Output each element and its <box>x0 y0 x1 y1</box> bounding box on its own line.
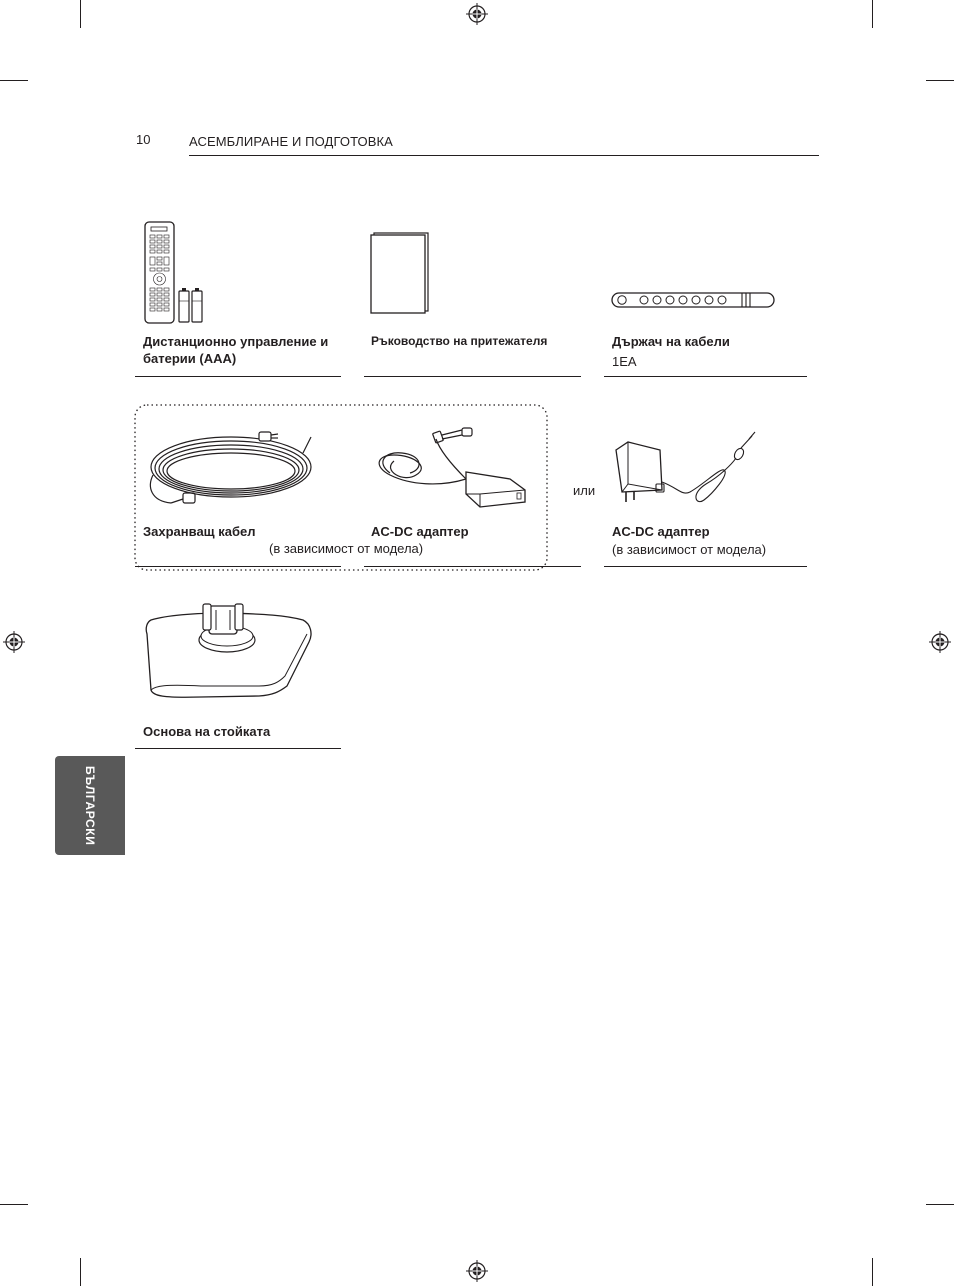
item-label-cable-holder: Държач на кабели <box>612 334 730 349</box>
item-label-stand-base: Основа на стойката <box>143 724 271 739</box>
crop-mark <box>0 1204 28 1205</box>
language-tab-label: БЪЛГАРСКИ <box>83 765 97 846</box>
adapter-brick-icon <box>370 427 530 512</box>
item-label-remote-line1: Дистанционно управление и <box>143 334 329 349</box>
registration-mark-icon <box>3 631 25 653</box>
crop-mark <box>80 1258 81 1286</box>
crop-mark <box>80 0 81 28</box>
registration-mark-icon <box>466 1260 488 1282</box>
language-tab <box>55 756 125 855</box>
item-label-remote <box>143 333 328 367</box>
item-rule <box>135 748 341 749</box>
item-note-adapter-a: (в зависимост от модела) <box>269 541 424 556</box>
section-title: АСЕМБЛИРАНЕ И ПОДГОТОВКА <box>189 134 393 149</box>
manual-booklet-icon <box>370 232 432 314</box>
cable-holder-icon <box>609 290 777 312</box>
registration-mark-icon <box>929 631 951 653</box>
power-cord-icon <box>143 425 318 510</box>
item-label-power-cord: Захранващ кабел <box>143 524 256 539</box>
crop-mark <box>926 1204 954 1205</box>
wall-adapter-icon <box>608 428 768 513</box>
remote-control-icon <box>143 221 207 325</box>
item-rule <box>135 566 341 567</box>
item-label-adapter-a: AC-DC адаптер <box>371 524 469 539</box>
item-label-remote-line2: батерии (AAA) <box>143 351 237 366</box>
item-rule <box>135 376 341 377</box>
header-rule <box>189 155 819 156</box>
item-label-adapter-b: AC-DC адаптер <box>612 524 710 539</box>
item-quantity: 1EA <box>612 354 637 369</box>
stand-base-icon <box>141 600 317 702</box>
item-note-adapter-b: (в зависимост от модела) <box>612 542 767 557</box>
item-rule <box>604 376 807 377</box>
item-label-manual: Ръководство на притежателя <box>371 334 548 348</box>
item-rule <box>604 566 807 567</box>
or-separator: или <box>573 483 596 498</box>
item-rule <box>364 376 581 377</box>
registration-mark-icon <box>466 3 488 25</box>
crop-mark <box>0 80 28 81</box>
crop-mark <box>926 80 954 81</box>
page-number: 10 <box>136 132 151 147</box>
crop-mark <box>872 1258 873 1286</box>
crop-mark <box>872 0 873 28</box>
item-rule <box>364 566 581 567</box>
